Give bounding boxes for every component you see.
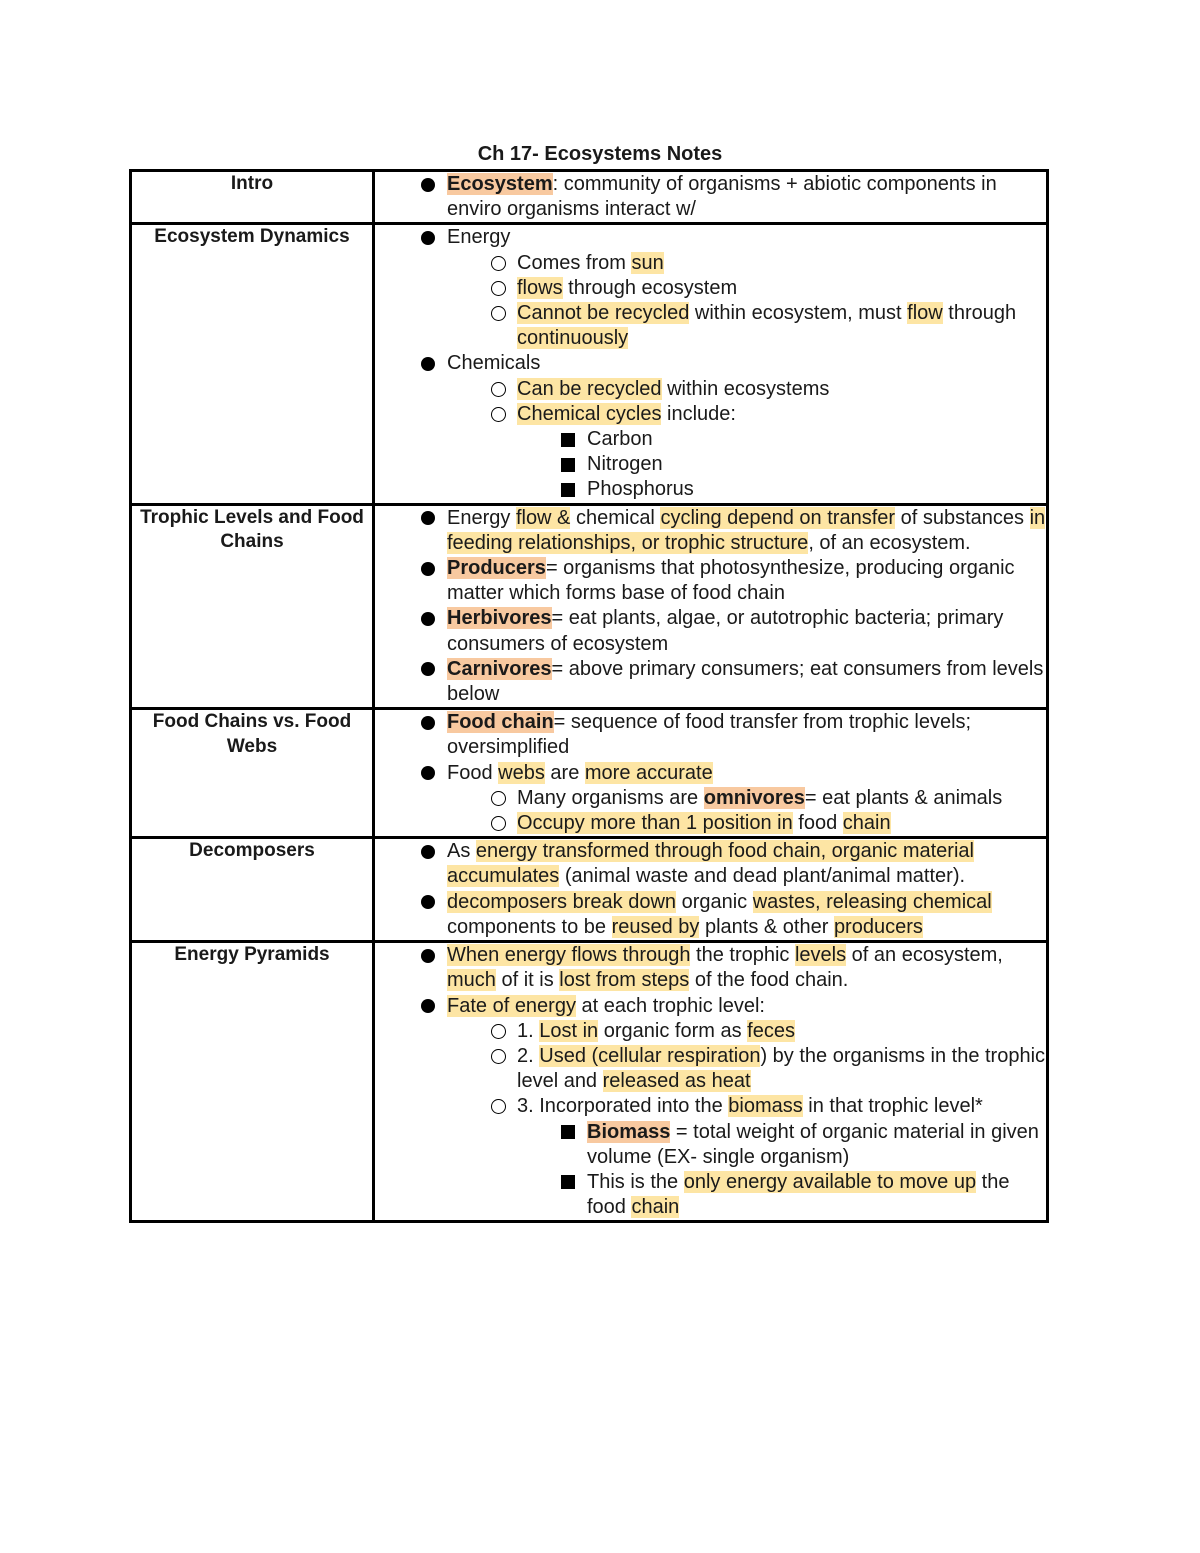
filled-bullet-icon [420,943,436,968]
hollow-circle-bullet-icon [490,1019,506,1044]
highlighted-text: webs [498,761,545,784]
list-item [375,657,1046,707]
note-text: within ecosystem, must [689,302,908,325]
filled-bullet-icon [420,890,436,915]
list-item [375,1120,1046,1170]
topic-cell: Food Chains vs. Food Webs [131,709,374,838]
list-item [375,377,1046,402]
highlighted-text: Can be recycled [517,377,662,400]
note-text: include: [661,402,736,425]
page-title: Ch 17- Ecosystems Notes [477,143,723,165]
note-text: of it is [495,969,560,992]
list-item [375,172,1046,222]
hollow-circle-bullet-icon [490,251,506,276]
list-item [375,477,1046,502]
topic-cell: Decomposers [131,838,374,942]
bullet-list [375,172,1046,222]
table-row [131,838,1048,942]
note-text: 3. Incorporated into the [517,1095,729,1118]
highlighted-text: only energy available to move up [683,1170,977,1193]
key-term: Food chain [447,711,554,734]
list-item [375,301,1046,351]
square-bullet-icon [560,452,576,477]
note-text: in that trophic level* [802,1095,983,1118]
highlighted-text: in feeding relationships, or trophic structure [447,506,1046,554]
highlighted-text: When energy flows through [447,944,691,967]
list-item [375,1044,1046,1094]
notes-cell [374,709,1048,838]
highlighted-text: flow [907,302,943,325]
note-text: Many organisms are [517,786,704,809]
list-item [375,225,1046,351]
note-text: organic [676,890,753,913]
list-item [375,811,1046,836]
list-item [375,786,1046,811]
note-text: 2. [517,1044,540,1067]
note-text: at each trophic level: [575,994,765,1017]
note-text: Phosphorus [587,478,694,501]
bullet-list [375,839,1046,940]
hollow-circle-bullet-icon [490,276,506,301]
note-text: food [792,812,843,835]
hollow-circle-bullet-icon [490,402,506,427]
list-item [375,452,1046,477]
notes-cell [374,171,1048,224]
notes-cell [374,838,1048,942]
list-item [375,1094,1046,1220]
list-item [375,351,1046,502]
key-term: Carnivores [447,657,552,680]
highlighted-text: Lost in [539,1019,599,1042]
highlighted-text: wastes, releasing chemical [752,890,992,913]
bullet-list [375,225,1046,502]
highlighted-text: decomposers break down [447,890,677,913]
note-text: As [447,840,476,863]
list-item [375,251,1046,276]
highlighted-text: chain [631,1196,680,1219]
sub-list [447,1019,1046,1221]
note-text: within ecosystems [661,377,830,400]
list-item [375,506,1046,556]
note-text: Food [447,761,499,784]
sub-list [447,377,1046,503]
hollow-circle-bullet-icon [490,377,506,402]
notes-cell [374,504,1048,709]
note-text: = eat plants, algae, or autotrophic bacteria; primary consumers of ecosystem [447,607,1004,655]
note-text: Comes from [517,251,632,274]
hollow-circle-bullet-icon [490,301,506,326]
highlighted-text: flow & [515,506,571,529]
note-text: Chemicals [447,352,541,375]
notes-cell [374,942,1048,1222]
note-text: components to be [447,915,612,938]
note-text: organic form as [598,1019,748,1042]
square-bullet-icon [560,1120,576,1145]
note-text: Carbon [587,428,653,451]
notes-table-body [131,171,1048,1222]
filled-bullet-icon [420,556,436,581]
list-item [375,427,1046,452]
highlighted-text: continuously [517,327,629,350]
highlighted-text: levels [794,944,847,967]
notes-cell [374,224,1048,504]
sub-list [447,251,1046,352]
filled-bullet-icon [420,994,436,1019]
notes-table [129,169,1049,1223]
square-bullet-icon [560,1170,576,1195]
note-text: the trophic [690,944,795,967]
list-item [375,276,1046,301]
bullet-list [375,943,1046,1220]
bullet-list [375,506,1046,708]
note-text: the food [587,1170,1010,1219]
key-term: Producers [447,557,546,580]
highlighted-text: chain [842,812,891,835]
note-text: Nitrogen [587,453,663,476]
note-text: of substances [895,506,1030,529]
hollow-circle-bullet-icon [490,786,506,811]
bullet-list [375,710,1046,836]
note-text: plants & other [699,915,834,938]
highlighted-text: reused by [611,915,700,938]
note-text: = above primary consumers; eat consumers from levels below [447,657,1044,706]
hollow-circle-bullet-icon [490,1044,506,1069]
highlighted-text: Occupy more than 1 position in [517,812,793,835]
highlighted-text: producers [833,915,923,938]
note-text: through ecosystem [562,276,738,299]
note-text: chemical [570,506,661,529]
list-item [375,402,1046,503]
note-text: Energy [447,226,511,249]
sub-list [447,786,1046,836]
filled-bullet-icon [420,606,436,631]
list-item [375,994,1046,1221]
key-term: omnivores [703,786,805,809]
highlighted-text: biomass [728,1095,803,1118]
note-text: are [544,761,585,784]
square-bullet-icon [560,427,576,452]
table-row [131,224,1048,504]
topic-cell: Intro [131,171,374,224]
highlighted-text: Cannot be recycled [517,302,690,325]
filled-bullet-icon [420,761,436,786]
note-text: = eat plants & animals [804,786,1003,809]
key-term: Ecosystem [447,173,553,195]
highlighted-text: Used (cellular respiration [539,1044,761,1067]
highlighted-text: more accurate [584,761,713,784]
note-text: (animal waste and dead plant/animal matter). [559,865,966,888]
sub-sub-list [517,1120,1046,1221]
note-text: = organisms that photosynthesize, producing organic matter which forms base of food chain [447,557,1015,605]
filled-bullet-icon [420,225,436,250]
highlighted-text: flows [517,276,563,299]
table-row [131,942,1048,1222]
highlighted-text: released as heat [602,1070,751,1093]
filled-bullet-icon [420,506,436,531]
filled-bullet-icon [420,657,436,682]
note-text: Energy [447,506,516,529]
list-item [375,1170,1046,1220]
hollow-circle-bullet-icon [490,1094,506,1119]
table-row [131,504,1048,709]
topic-cell: Ecosystem Dynamics [131,224,374,504]
key-term: Herbivores [447,607,552,630]
list-item [375,710,1046,760]
list-item [375,556,1046,606]
list-item [375,943,1046,993]
table-row [131,171,1048,224]
highlighted-text: sun [631,251,664,274]
filled-bullet-icon [420,710,436,735]
highlighted-text: cycling depend on transfer [660,506,896,529]
key-term: Biomass [587,1120,671,1143]
highlighted-text: Fate of energy [447,994,576,1017]
table-row [131,709,1048,838]
note-text: = sequence of food transfer from trophic levels; oversimplified [447,711,972,759]
note-text: of the food chain. [689,969,849,992]
topic-cell: Energy Pyramids [131,942,374,1222]
list-item [375,761,1046,837]
hollow-circle-bullet-icon [490,811,506,836]
sub-sub-list [517,427,1046,503]
list-item [375,1019,1046,1044]
note-text: through [942,302,1017,325]
filled-bullet-icon [420,172,436,197]
note-text: 1. [517,1019,540,1042]
list-item [375,606,1046,656]
list-item [375,890,1046,940]
list-item [375,839,1046,889]
highlighted-text: feces [747,1019,795,1042]
highlighted-text: Chemical cycles [517,402,662,425]
highlighted-text: lost from steps [559,969,690,992]
note-text: : community of organisms + abiotic components in enviro organisms interact w/ [447,173,997,221]
square-bullet-icon [560,477,576,502]
note-text: This is the [587,1170,684,1193]
note-text: , of an ecosystem. [808,531,971,554]
highlighted-text: energy transformed through food chain, organic material accumulates [447,840,974,888]
note-text: of an ecosystem, [846,944,1003,967]
note-text: = total weight of organic material in given volume (EX- single organism) [587,1120,1039,1168]
filled-bullet-icon [420,839,436,864]
filled-bullet-icon [420,351,436,376]
topic-cell: Trophic Levels and Food Chains [131,504,374,709]
highlighted-text: much [447,969,496,992]
note-text: ) by the organisms in the trophic level and [517,1044,1046,1093]
